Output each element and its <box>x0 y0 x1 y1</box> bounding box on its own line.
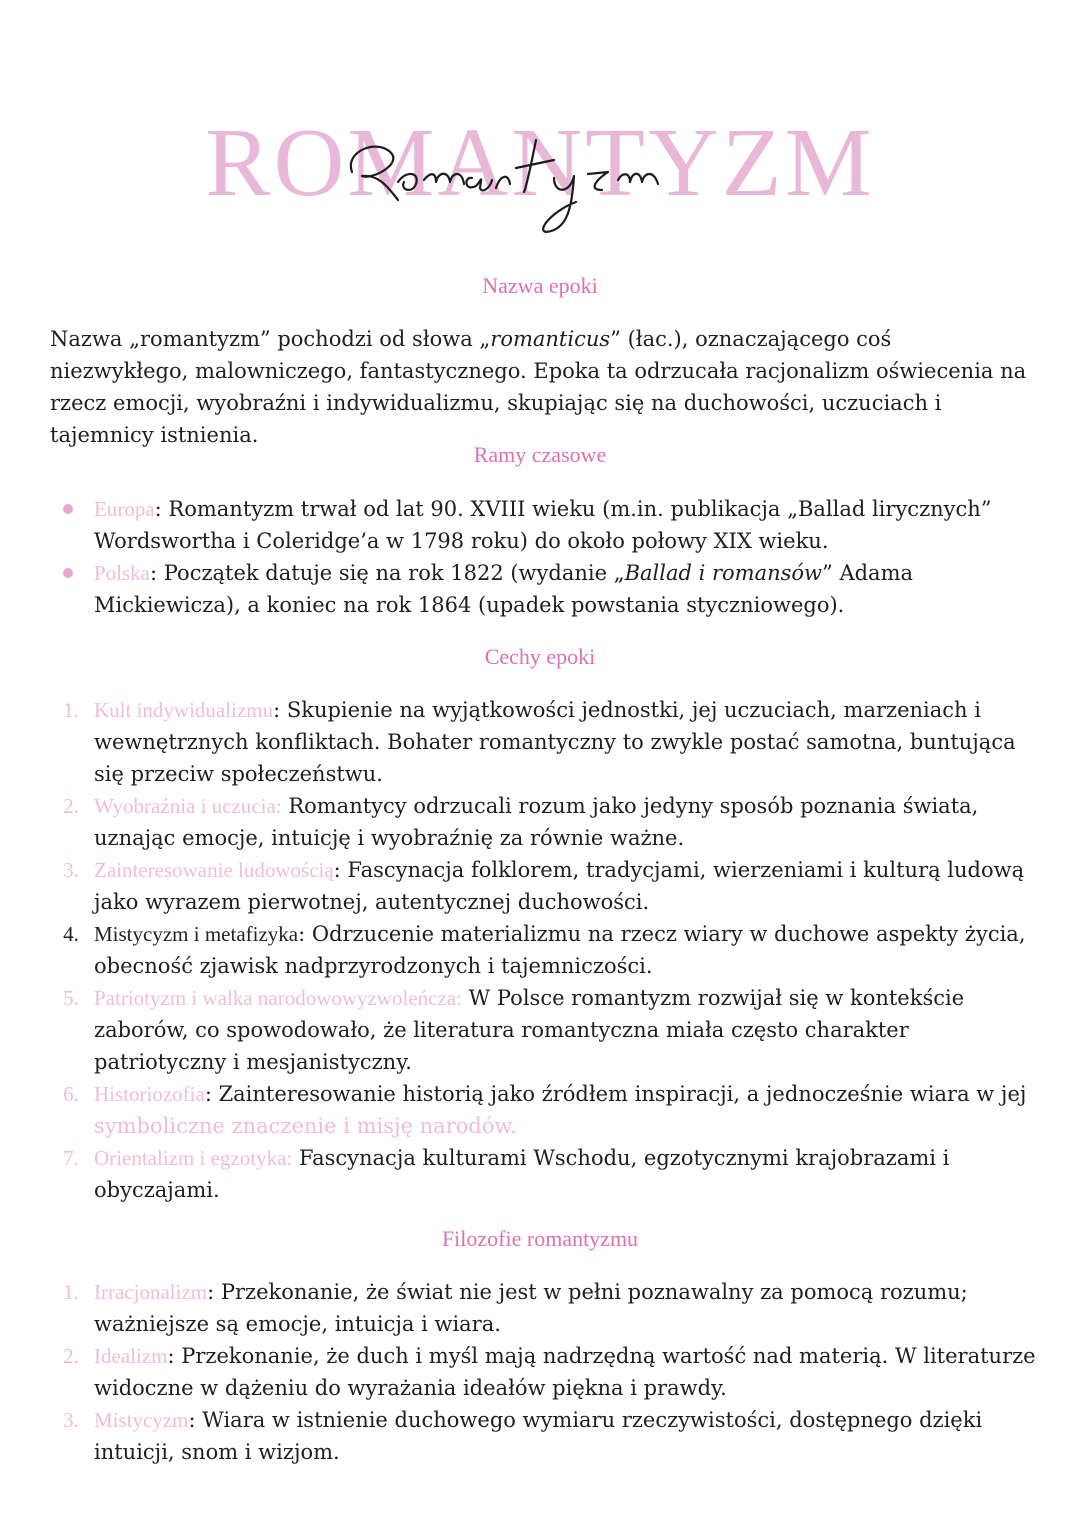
term-cecha-3: Zainteresowanie ludowością <box>94 858 334 882</box>
text-polska-a: : Początek datuje się na rok 1822 (wydanie „ <box>150 561 625 585</box>
paragraph-nazwa-start: Nazwa „romantyzm” pochodzi od słowa „ <box>50 327 491 351</box>
list-item-filozofia-2 <box>50 1340 1040 1404</box>
list-number: 5. <box>63 986 79 1010</box>
text-cecha-4: : Odrzucenie materializmu na rzecz wiary w duchowe aspekty życia, obecność zjawisk nadprzyrodzonych i tajemniczości. <box>94 922 1026 978</box>
ramy-list <box>50 493 1040 621</box>
list-number: 2. <box>63 794 79 818</box>
text-polska-italic: Ballad i romansów <box>624 561 823 585</box>
list-number: 1. <box>63 698 79 722</box>
term-polska: Polska <box>94 561 151 585</box>
text-filozofia-3: : Wiara w istnienie duchowego wymiaru rzeczywistości, dostępnego dzięki intuicji, snom i wizjom. <box>94 1408 983 1464</box>
text-cecha-6: : Zainteresowanie historią jako źródłem inspiracji, a jednocześnie wiara w jej <box>204 1082 1027 1106</box>
term-cecha-6: Historiozofia <box>94 1082 205 1106</box>
heading-nazwa-epoki: Nazwa epoki <box>482 273 598 298</box>
list-item-europa <box>50 493 1040 557</box>
list-number: 2. <box>63 1344 79 1368</box>
cechy-list <box>50 694 1040 1206</box>
list-item-cecha-3 <box>50 854 1040 918</box>
list-item-filozofia-3 <box>50 1404 1040 1468</box>
heading-cechy-epoki: Cechy epoki <box>484 644 596 669</box>
paragraph-nazwa-rest: ” (łac.), oznaczającego coś niezwykłego, malowniczego, fantastycznego. Epoka ta odrzucała racjonalizm oświecenia na rzecz emocji, wyobraźni i indywidualizmu, skupiając się na duchowości, uczuciach i tajemnicy istnienia. <box>50 327 1027 447</box>
list-item-cecha-6 <box>50 1078 1040 1142</box>
list-number: 3. <box>63 1408 79 1432</box>
text-cecha-2: Romantycy odrzucali rozum jako jedyny sposób poznania świata, uznając emocje, intuicję i wyobraźnię za równie ważne. <box>94 794 979 850</box>
list-item-cecha-5 <box>50 982 1040 1078</box>
text-cecha-3: : Fascynacja folklorem, tradycjami, wierzeniami i kulturą ludową jako wyrazem pierwotnej, autentycznej duchowości. <box>94 858 1025 914</box>
list-item-filozofia-1 <box>50 1276 1040 1340</box>
heading-filozofie: Filozofie romantyzmu <box>441 1226 639 1251</box>
page-title: ROMANTYZM <box>205 109 875 217</box>
text-filozofia-1: : Przekonanie, że świat nie jest w pełni poznawalny za pomocą rozumu; ważniejsze są emocje, intuicja i wiara. <box>94 1280 968 1336</box>
term-filozofia-3: Mistycyzm <box>94 1408 189 1432</box>
handwritten-title-signature <box>340 110 720 240</box>
text-europa: : Romantyzm trwał od lat 90. XVIII wieku (m.in. publikacja „Ballad lirycznych” Wordswortha i Coleridge’a w 1798 roku) do około połowy XIX wieku. <box>94 497 992 553</box>
text-filozofia-2: : Przekonanie, że duch i myśl mają nadrzędną wartość nad materią. W literaturze widoczne w dążeniu do wyrażania ideałów piękna i prawdy. <box>94 1344 1036 1400</box>
list-number: 1. <box>63 1280 79 1304</box>
list-number: 7. <box>63 1146 79 1170</box>
bullet-icon <box>63 568 73 578</box>
paragraph-nazwa <box>50 323 1030 451</box>
list-number: 4. <box>63 922 79 946</box>
term-cecha-1: Kult indywidualizmu <box>94 698 274 722</box>
text-cecha-6-tail: symboliczne znaczenie i misję narodów. <box>94 1114 517 1138</box>
list-item-cecha-1 <box>50 694 1040 790</box>
term-filozofia-1: Irracjonalizm <box>94 1280 208 1304</box>
text-cecha-7: Fascynacja kulturami Wschodu, egzotycznymi krajobrazami i obyczajami. <box>94 1146 950 1202</box>
bullet-icon <box>63 504 73 514</box>
paragraph-nazwa-italic: romanticus <box>490 327 611 351</box>
list-number: 6. <box>63 1082 79 1106</box>
term-filozofia-2: Idealizm <box>94 1344 168 1368</box>
list-item-cecha-2 <box>50 790 1040 854</box>
list-number: 3. <box>63 858 79 882</box>
term-cecha-7: Orientalizm i egzotyka: <box>94 1146 293 1170</box>
term-cecha-4: Mistycyzm i metafizyka <box>94 922 299 946</box>
text-polska-b: ” Adama Mickiewicza), a koniec na rok 1864 (upadek powstania styczniowego). <box>94 561 914 617</box>
text-cecha-1: : Skupienie na wyjątkowości jednostki, jej uczuciach, marzeniach i wewnętrznych konfliktach. Bohater romantyczny to zwykle postać samotna, buntująca się przeciw społeczeństwu. <box>94 698 1016 786</box>
term-cecha-2: Wyobraźnia i uczucia: <box>94 794 282 818</box>
text-cecha-5: W Polsce romantyzm rozwijał się w kontekście zaborów, co spowodowało, że literatura romantyczna miała często charakter patriotyczny i mesjanistyczny. <box>94 986 965 1074</box>
term-cecha-5: Patriotyzm i walka narodowowyzwoleńcza: <box>94 986 462 1010</box>
filozofie-list <box>50 1276 1040 1468</box>
heading-ramy-czasowe: Ramy czasowe <box>473 442 607 467</box>
list-item-cecha-4 <box>50 918 1040 982</box>
term-europa: Europa <box>94 497 155 521</box>
list-item-cecha-7 <box>50 1142 1040 1206</box>
list-item-polska <box>50 557 1040 621</box>
